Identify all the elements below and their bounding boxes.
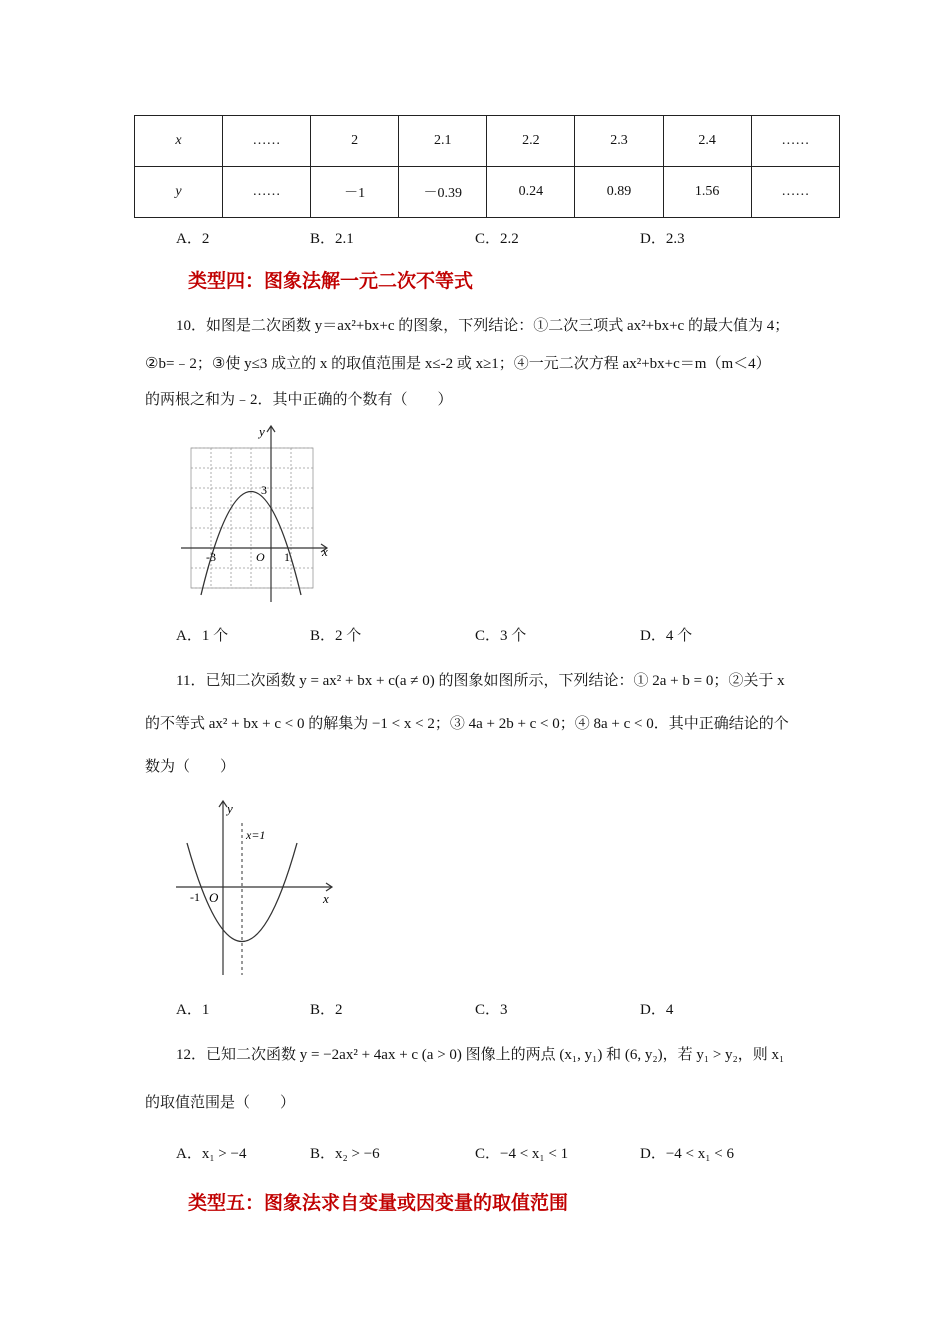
table-cell: 2.2 [487,116,575,167]
table-cell: 2.1 [399,116,487,167]
q11-option-b: B．2 [310,1002,343,1018]
table-cell: 2 [311,116,399,167]
table-cell: 2.3 [575,116,663,167]
q10-option-a: A．1 个 [176,628,229,644]
q11-option-c: C．3 [475,1002,508,1018]
q11-parabola-graph [172,795,342,980]
symmetry-label: x=1 [246,828,266,842]
q11-option-a: A．1 [176,1002,210,1018]
q9-option-b: B．2.1 [310,231,354,247]
q9-option-a: A．2 [176,231,210,247]
x-label: x [323,891,329,906]
table-cell: －1 [311,167,399,218]
q11-line2: 的不等式 ax² + bx + c < 0 的解集为 −1 < x < 2；③ 4a + 2b + c < 0；④ 8a + c < 0．其中正确结论的个 [145,716,789,732]
y-label: y [259,424,265,439]
q12-line1: 12．已知二次函数 y = −2ax² + 4ax + c (a > 0) 图像上的两点 (x₁, y₁) 和 (6, y₂)，若 y₁ > y₂，则 x₁ [176,1047,785,1063]
q11-option-d: D．4 [640,1002,674,1018]
table-cell: 2.4 [663,116,751,167]
tick-neg1: -1 [190,890,200,904]
q10-option-b: B．2 个 [310,628,362,644]
q9-option-d: D．2.3 [640,231,685,247]
q10-option-d: D．4 个 [640,628,693,644]
q12-line2: 的取值范围是（ ） [145,1095,296,1111]
grid-border [191,448,313,588]
q10-line3: 的两根之和为﹣2．其中正确的个数有（ ） [145,392,453,408]
row-label-x: x [135,116,223,167]
q9-option-c: C．2.2 [475,231,519,247]
x-label: x [322,544,328,559]
y-label: y [227,801,233,816]
table-cell: …… [751,167,839,218]
table-cell: …… [222,167,310,218]
value-table [134,115,840,218]
section-heading-4: 类型四：图象法解一元二次不等式 [188,270,474,292]
row-label-y: y [135,167,223,218]
q11-line3: 数为（ ） [145,759,236,775]
q10-line1: 10．如图是二次函数 y＝ax²+bx+c 的图象，下列结论：①二次三项式 ax²+bx+c 的最大值为 4； [176,318,790,334]
grid [191,448,313,588]
q12-option-c: C．−4 < x₁ < 1 [475,1146,569,1162]
q12-option-d: D．−4 < x₁ < 6 [640,1146,734,1162]
table-row-y [135,167,840,218]
table-cell: …… [222,116,310,167]
tick-neg3: -3 [206,550,216,564]
q12-option-b: B．x₂ > −6 [310,1146,380,1162]
table-cell: 0.89 [575,167,663,218]
origin-label: O [256,550,265,564]
table-cell: 0.24 [487,167,575,218]
tick-1: 1 [284,550,290,564]
table-cell: －0.39 [399,167,487,218]
section-heading-5: 类型五：图象法求自变量或因变量的取值范围 [188,1192,569,1214]
q10-parabola-graph [175,420,335,610]
parabola-curve [201,492,301,596]
q12-option-a: A．x₁ > −4 [176,1146,247,1162]
q10-option-c: C．3 个 [475,628,527,644]
q10-line2: ②b=﹣2；③使 y≤3 成立的 x 的取值范围是 x≤-2 或 x≥1；④一元二次方程 ax²+bx+c＝m（m＜4） [145,356,771,372]
tick-3: 3 [261,483,267,497]
q11-line1: 11．已知二次函数 y = ax² + bx + c(a ≠ 0) 的图象如图所示，下列结论：① 2a + b = 0；②关于 x [176,673,785,689]
table-row-x [135,116,840,167]
table-cell: 1.56 [663,167,751,218]
table-cell: …… [751,116,839,167]
origin-label: O [209,890,219,905]
